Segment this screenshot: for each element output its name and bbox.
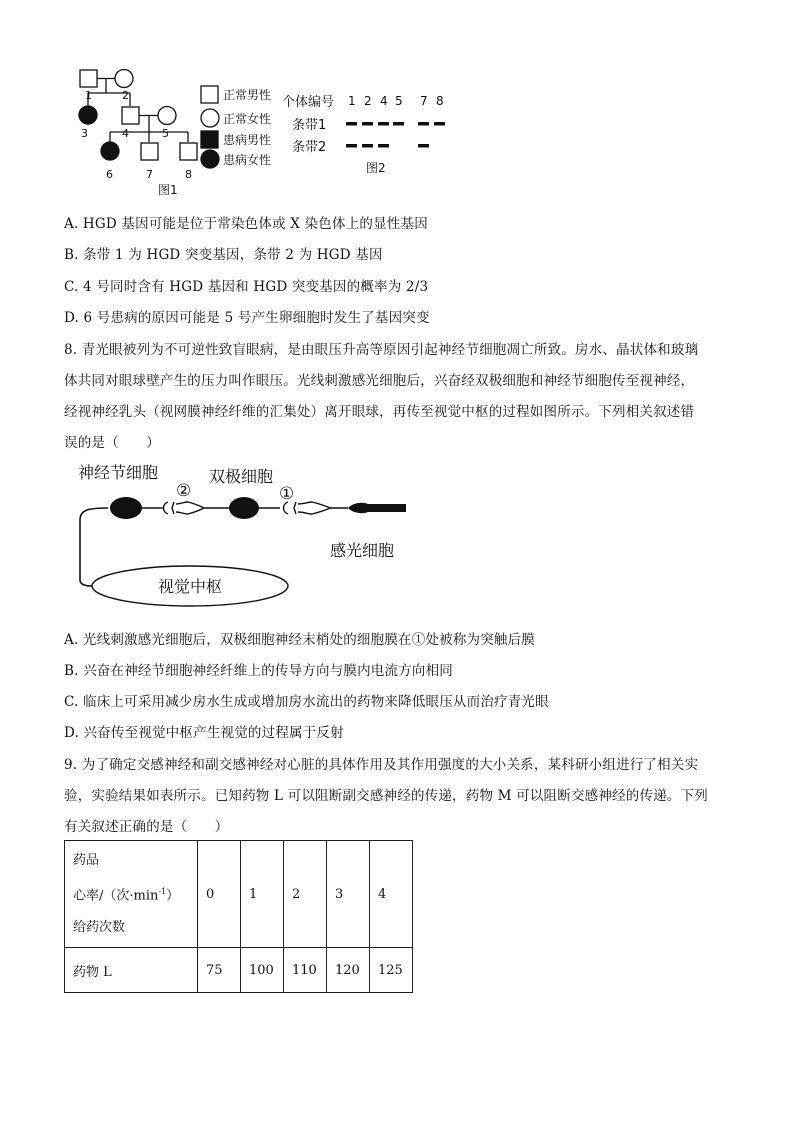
q8-option-a: A. 光线刺激感光细胞后，双极细胞神经末梢处的细胞膜在①处被称为突触后膜 [64, 632, 536, 648]
column-header: 2 [284, 841, 327, 948]
figure2-header-label: 个体编号 [282, 95, 335, 110]
figure2-id-4: 4 [380, 94, 388, 108]
individual-8-normal-male [180, 143, 197, 160]
q8-stem-line-2: 体共同对眼球壁产生的压力叫作眼压。光线刺激感光细胞后，兴奋经双极细胞和神经节细胞传至视神经， [64, 373, 695, 389]
band2-lane-1 [346, 144, 357, 148]
individual-4-normal-male [122, 107, 139, 124]
label-2: 2 [122, 89, 129, 102]
band1-lane-1 [346, 122, 357, 126]
column-header: 0 [198, 841, 241, 948]
column-header: 3 [327, 841, 370, 948]
visual-center-label: 视觉中枢 [158, 577, 223, 596]
mark-2: ② [176, 481, 192, 501]
label-4: 4 [122, 127, 129, 140]
q9-stem-line-1: 9. 为了确定交感神经和副交感神经对心脏的具体作用及其作用强度的大小关系，某科研小组进行了相关实 [64, 757, 699, 773]
q8-stem-line-1: 8. 青光眼被列为不可逆性致盲眼病，是由眼压升高等原因引起神经节细胞凋亡所致。房水、晶状体和玻璃 [64, 342, 699, 358]
legend-affected-female-icon [201, 150, 219, 168]
label-5: 5 [162, 127, 169, 140]
band1-lane-5 [393, 122, 404, 126]
figure2-id-7: 7 [420, 94, 428, 108]
table-corner-header [65, 841, 198, 948]
header-heart-rate: 心率/（次$\cdot\min^{-1}$） [73, 887, 180, 904]
table-cell: 75 [198, 948, 241, 993]
band2-lane-2 [362, 144, 373, 148]
ganglion-cell-body [110, 497, 142, 519]
band1-lane-2 [362, 122, 373, 126]
header-drug: 药品 [73, 853, 100, 869]
band1-lane-8 [434, 122, 445, 126]
legend-normal-male-icon [201, 86, 218, 103]
individual-2-normal-female [115, 70, 133, 88]
optic-nerve-fiber [80, 508, 108, 586]
legend-affected-female: 患病女性 [223, 153, 272, 167]
photoreceptor-cell [348, 503, 406, 513]
pedigree-figure [60, 60, 290, 200]
figure2-id-5: 5 [395, 94, 403, 108]
label-6: 6 [106, 168, 113, 181]
individual-1-normal-male [80, 70, 97, 87]
figure2-id-2: 2 [364, 94, 372, 108]
q7-option-a: A. HGD 基因可能是位于常染色体或 X 染色体上的显性基因 [64, 216, 428, 232]
column-header: 4 [370, 841, 413, 948]
figure2-id-1: 1 [348, 94, 356, 108]
label-7: 7 [146, 168, 153, 181]
column-header: 1 [241, 841, 284, 948]
legend-normal-female: 正常女性 [223, 112, 272, 126]
table-cell: 110 [284, 948, 327, 993]
legend-normal-male: 正常男性 [223, 88, 272, 102]
bipolar-cell-label: 双极细胞 [209, 467, 274, 486]
header-doses: 给药次数 [73, 919, 126, 935]
individual-7-normal-male [141, 143, 158, 160]
q7-option-b: B. 条带 1 为 HGD 突变基因，条带 2 为 HGD 基因 [64, 247, 383, 263]
row-label: 药物 L [65, 948, 198, 993]
q7-option-c: C. 4 号同时含有 HGD 基因和 HGD 突变基因的概率为 2/3 [64, 279, 429, 295]
q8-stem-line-3: 经视神经乳头（视网膜神经纤维的汇集处）离开眼球，再传至视觉中枢的过程如图所示。下列相关叙述错 [64, 404, 695, 420]
heart-rate-table [64, 840, 413, 993]
q9-stem-line-2: 验，实验结果如表所示。已知药物 L 可以阻断副交感神经的传递，药物 M 可以阻断交感神经的传递。下列 [64, 788, 708, 804]
figure2-id-8: 8 [436, 94, 444, 108]
band1-label: 条带1 [292, 118, 327, 133]
band2-lane-7 [418, 144, 429, 148]
figure2-caption: 图2 [366, 161, 386, 175]
ganglion-cell-label: 神经节细胞 [78, 463, 159, 482]
neural-pathway-diagram [64, 458, 424, 610]
q8-stem-line-4: 误的是（ ） [64, 435, 160, 451]
label-1: 1 [85, 89, 92, 102]
band1-lane-4 [378, 122, 389, 126]
legend-normal-female-icon [201, 109, 219, 127]
legend-affected-male-icon [201, 131, 218, 148]
q8-option-c: C. 临床上可采用减少房水生成或增加房水流出的药物来降低眼压从而治疗青光眼 [64, 694, 549, 710]
mark-1: ① [279, 484, 295, 504]
table-cell: 125 [370, 948, 413, 993]
figure1-caption: 图1 [158, 183, 178, 197]
q9-stem-line-3: 有关叙述正确的是（ ） [64, 819, 229, 835]
individual-6-affected-female [101, 142, 119, 160]
table-header-row [65, 841, 413, 948]
label-3: 3 [81, 127, 88, 140]
legend-affected-male: 患病男性 [223, 133, 272, 147]
table-cell: 100 [241, 948, 284, 993]
q8-option-d: D. 兴奋传至视觉中枢产生视觉的过程属于反射 [64, 725, 344, 741]
table-row [65, 948, 413, 993]
individual-3-affected-female [79, 106, 97, 124]
individual-5-normal-female [158, 107, 176, 125]
band2-label: 条带2 [292, 140, 327, 155]
band2-lane-4 [378, 144, 389, 148]
q8-option-b: B. 兴奋在神经节细胞神经纤维上的传导方向与膜内电流方向相同 [64, 663, 454, 679]
bipolar-cell-body [229, 497, 259, 519]
band1-lane-7 [418, 122, 429, 126]
synapse-2 [160, 502, 204, 514]
photoreceptor-label: 感光细胞 [330, 541, 395, 560]
label-8: 8 [185, 168, 192, 181]
q7-option-d: D. 6 号患病的原因可能是 5 号产生卵细胞时发生了基因突变 [64, 310, 430, 326]
gel-figure [280, 88, 460, 178]
table-cell: 120 [327, 948, 370, 993]
